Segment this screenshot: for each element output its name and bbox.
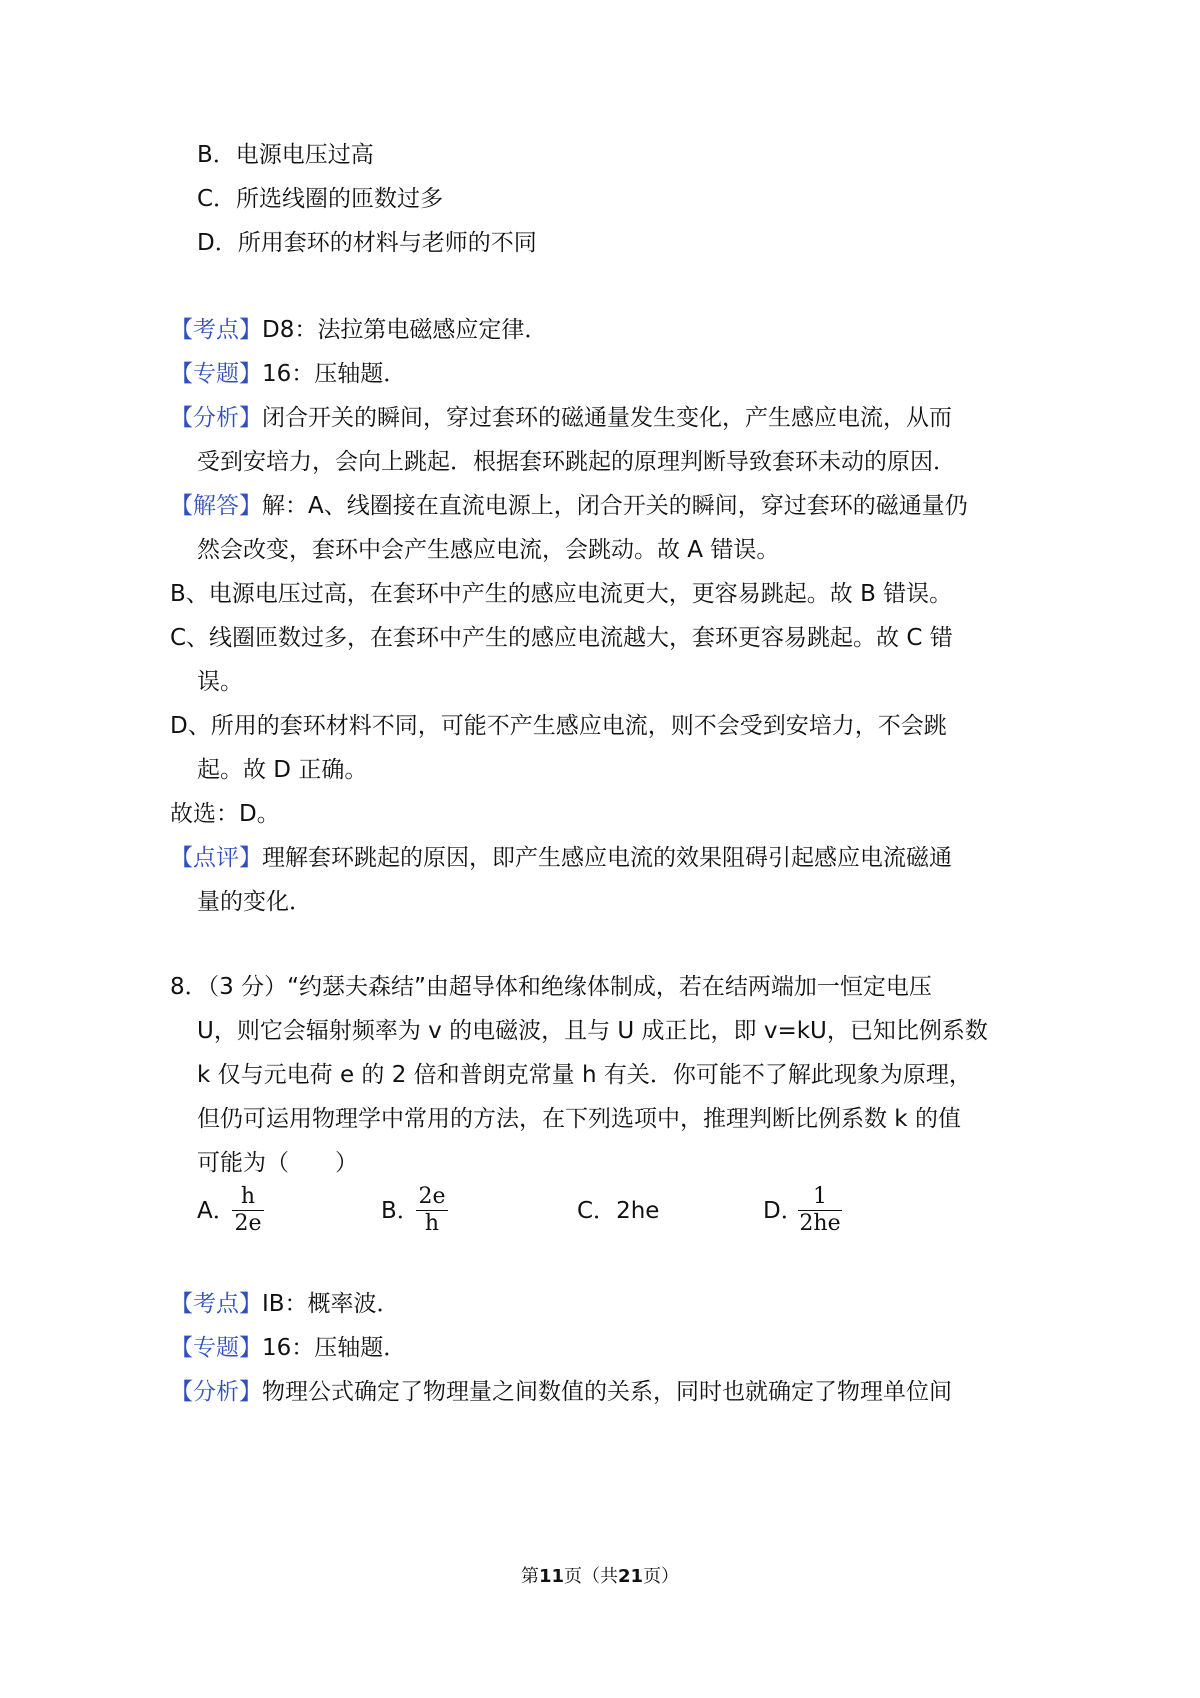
footer-middle: 页（共: [564, 1566, 618, 1587]
q8-option-c-label: C．: [577, 1198, 617, 1224]
q7-option-d: D．所用套环的材料与老师的不同: [197, 230, 537, 256]
q8-option-c: [577, 1196, 659, 1226]
page-footer: [0, 1565, 1200, 1589]
q8-option-c-text: 2he: [616, 1198, 660, 1224]
q8-fenxi: [170, 1377, 952, 1407]
q8-stem-line2: U，则它会辐射频率为 v 的电磁波，且与 U 成正比，即 v=kU，已知比例系数: [197, 1018, 988, 1044]
q8-stem-line3: k 仅与元电荷 e 的 2 倍和普朗克常量 h 有关．你可能不了解此现象为原理，: [197, 1062, 972, 1088]
kaodian-tag: 【考点】: [170, 1291, 262, 1317]
fenxi-tag: 【分析】: [170, 405, 262, 431]
q8-kaodian: [170, 1289, 400, 1319]
fraction-numerator: 2e: [418, 1184, 446, 1209]
q8-option-a-fraction: [232, 1185, 264, 1236]
q7-jieda-line2: 然会改变，套环中会产生感应电流，会跳动。故 A 错误。: [197, 537, 780, 563]
q8-option-d-fraction: [798, 1185, 842, 1236]
footer-page-number: 11: [538, 1566, 564, 1587]
zhuanti-text: 16：压轴题．: [262, 361, 407, 387]
q7-dianping: [170, 843, 952, 873]
fenxi-tag: 【分析】: [170, 1379, 262, 1405]
kaodian-tag: 【考点】: [170, 317, 262, 343]
kaodian-text: IB：概率波．: [262, 1291, 400, 1317]
q8-option-a-label: A．: [197, 1198, 236, 1224]
zhuanti-text: 16：压轴题．: [262, 1335, 407, 1361]
q7-zhuanti: [170, 359, 406, 389]
fenxi-line1: 物理公式确定了物理量之间数值的关系，同时也就确定了物理单位间: [262, 1379, 952, 1405]
jieda-line1: 解：A、线圈接在直流电源上，闭合开关的瞬间，穿过套环的磁通量仍: [262, 493, 968, 519]
q7-option-c: C．所选线圈的匝数过多: [197, 186, 444, 212]
q7-c-analysis-line2: 误。: [197, 669, 243, 695]
zhuanti-tag: 【专题】: [170, 1335, 262, 1361]
q7-dianping-line2: 量的变化．: [197, 889, 312, 915]
dianping-line1: 理解套环跳起的原因，即产生感应电流的效果阻碍引起感应电流磁通: [262, 845, 952, 871]
q7-d-analysis-line2: 起。故 D 正确。: [197, 757, 368, 783]
q7-d-analysis-line1: D、所用的套环材料不同，可能不产生感应电流，则不会受到安培力，不会跳: [170, 713, 947, 739]
fraction-denominator: 2e: [234, 1211, 262, 1236]
q7-kaodian: [170, 315, 547, 345]
fraction-denominator: h: [424, 1211, 440, 1236]
zhuanti-tag: 【专题】: [170, 361, 262, 387]
fraction-denominator: 2he: [799, 1211, 841, 1236]
q7-c-analysis-line1: C、线圈匝数过多，在套环中产生的感应电流越大，套环更容易跳起。故 C 错: [170, 625, 953, 651]
q7-fenxi-line2: 受到安培力，会向上跳起．根据套环跳起的原理判断导致套环未动的原因．: [197, 449, 956, 475]
q8-option-b-fraction: [416, 1185, 448, 1236]
footer-total-pages: 21: [618, 1566, 644, 1587]
footer-suffix: 页）: [643, 1566, 680, 1587]
fraction-numerator: h: [240, 1184, 256, 1209]
q8-zhuanti: [170, 1333, 406, 1363]
q8-stem-line5: 可能为（ ）: [197, 1150, 358, 1176]
q7-b-analysis: B、电源电压过高，在套环中产生的感应电流更大，更容易跳起。故 B 错误。: [170, 581, 953, 607]
q7-answer: 故选：D。: [170, 801, 280, 827]
q7-jieda: [170, 491, 968, 521]
q8-option-b-label: B．: [381, 1198, 420, 1224]
dianping-tag: 【点评】: [170, 845, 262, 871]
fenxi-line1: 闭合开关的瞬间，穿过套环的磁通量发生变化，产生感应电流，从而: [262, 405, 952, 431]
kaodian-text: D8：法拉第电磁感应定律．: [262, 317, 548, 343]
q8-stem-line1: 8．（3 分）“约瑟夫森结”由超导体和绝缘体制成，若在结两端加一恒定电压: [170, 974, 932, 1000]
q8-stem-line4: 但仍可运用物理学中常用的方法，在下列选项中，推理判断比例系数 k 的值: [197, 1106, 961, 1132]
jieda-tag: 【解答】: [170, 493, 262, 519]
q7-option-b: B．电源电压过高: [197, 142, 374, 168]
q7-fenxi: [170, 403, 952, 433]
footer-prefix: 第: [520, 1566, 539, 1587]
fraction-numerator: 1: [813, 1184, 827, 1209]
q8-option-d-label: D．: [763, 1198, 804, 1224]
